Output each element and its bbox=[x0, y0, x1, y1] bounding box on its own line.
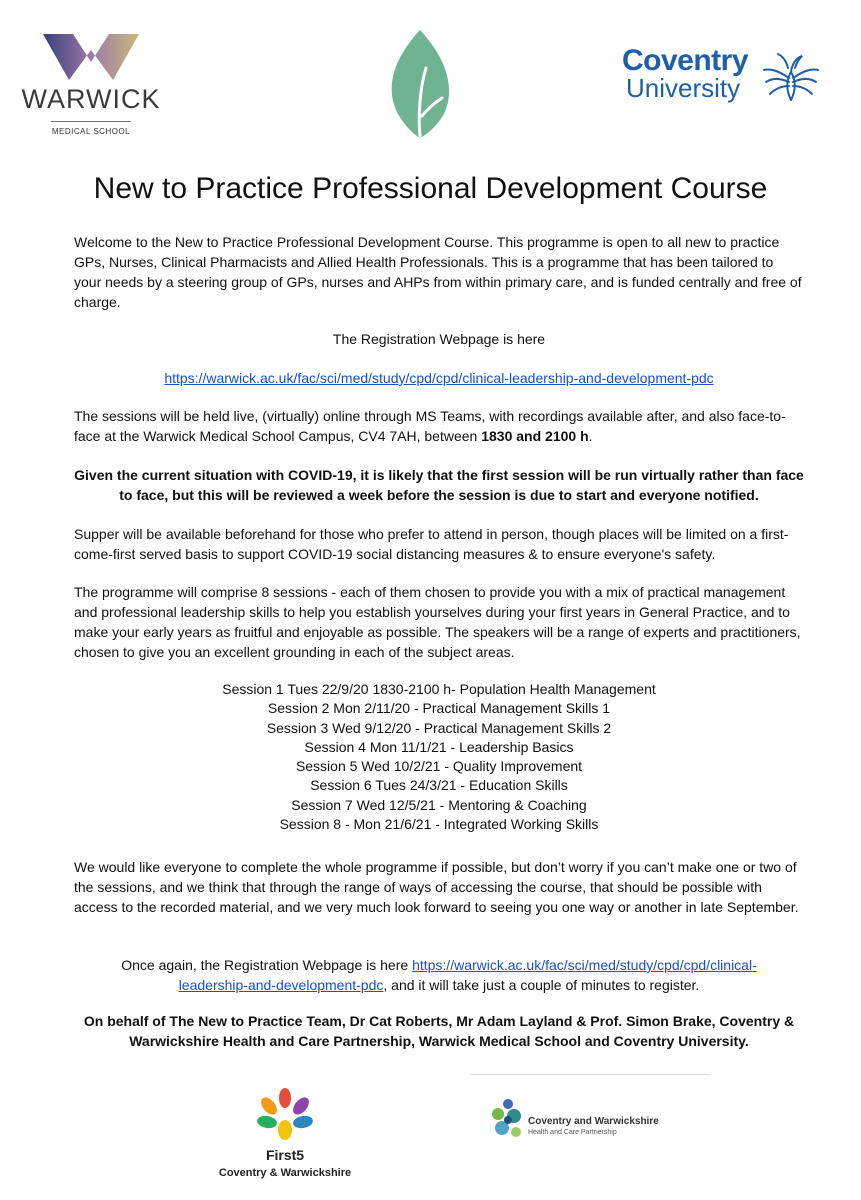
programme-paragraph: The programme will comprise 8 sessions - each of them chosen to provide you with a mix of practical management and professional leadership skills to help you establish yourselves during your first years in General Practice, and to make your early years as fruitful and enjoyable as possible. The speakers will be a range of experts and practitioners, chosen to give you an excellent grounding in each of the subject areas. bbox=[74, 584, 801, 660]
coventry-wordmark: Coventry bbox=[622, 44, 749, 77]
cw-partnership-logo bbox=[490, 1096, 710, 1146]
once-again-text: Once again, the Registration Webpage is here bbox=[121, 957, 413, 973]
phoenix-icon bbox=[762, 50, 820, 104]
session-list bbox=[74, 680, 804, 834]
sessions-info-text: The sessions will be held live, (virtually) online through MS Teams, with recordings available after, and also face-to-face at the Warwick Medical School Campus, CV4 7AH, between bbox=[74, 408, 786, 444]
university-wordmark: University bbox=[626, 73, 741, 103]
warwick-medical-school-logo bbox=[16, 32, 166, 150]
registration-label: The Registration Webpage is here bbox=[332, 331, 546, 347]
once-again-paragraph bbox=[74, 955, 804, 995]
footer-divider bbox=[470, 1074, 710, 1075]
list-item: Session 2 Mon 2/11/20 - Practical Management Skills 1 bbox=[267, 700, 611, 717]
completion-paragraph: We would like everyone to complete the whole programme if possible, but don’t worry if you can’t make one or two of the sessions, and we think that through the range of ways of accessing the course, that should be possible with access to the recorded material, and we very much look forward to seeing you one way or another in late September. bbox=[74, 859, 799, 915]
first5-subtitle: Coventry & Warwickshire bbox=[218, 1167, 352, 1179]
coventry-university-logo bbox=[622, 46, 822, 106]
page-title: New to Practice Professional Development Course bbox=[93, 172, 768, 205]
dots-cluster-icon bbox=[490, 1096, 526, 1142]
warwick-divider bbox=[51, 121, 131, 122]
warwick-wordmark: WARWICK bbox=[21, 84, 161, 114]
leaf-logo bbox=[384, 28, 456, 140]
list-item: Session 8 - Mon 21/6/21 - Integrated Working Skills bbox=[279, 816, 599, 833]
warwick-subtitle: MEDICAL SCHOOL bbox=[51, 127, 131, 136]
covid-notice: Given the current situation with COVID-19, it is likely that the first session will be run virtually rather than face to face, but this will be reviewed a week before the session is due to start and everyone notified. bbox=[74, 467, 804, 503]
leaf-icon bbox=[384, 28, 456, 140]
sessions-info-paragraph bbox=[74, 406, 804, 446]
list-item: Session 6 Tues 24/3/21 - Education Skills bbox=[310, 777, 568, 794]
list-item: Session 4 Mon 11/1/21 - Leadership Basics bbox=[304, 738, 574, 755]
supper-paragraph: Supper will be available beforehand for those who prefer to attend in person, though places will be limited on a first-come-first served basis to support COVID-19 social distancing measures & to ensure everyone's safety. bbox=[74, 526, 789, 562]
registration-link-line bbox=[74, 368, 804, 388]
cw-name: Coventry and Warwickshire bbox=[528, 1116, 659, 1127]
session-time: 1830 and 2100 h bbox=[481, 428, 589, 444]
registration-link[interactable]: https://warwick.ac.uk/fac/sci/med/study/cpd/cpd/clinical-leadership-and-development-pdc bbox=[164, 370, 714, 386]
hands-icon bbox=[255, 1088, 315, 1142]
list-item: Session 5 Wed 10/2/21 - Quality Improvement bbox=[295, 758, 583, 775]
warwick-w-icon bbox=[43, 32, 139, 82]
first5-logo bbox=[210, 1088, 360, 1188]
list-item: Session 7 Wed 12/5/21 - Mentoring & Coaching bbox=[291, 796, 587, 813]
once-again-end: , and it will take just a couple of minutes to register. bbox=[383, 977, 700, 993]
intro-paragraph: Welcome to the New to Practice Professional Development Course. This programme is open to all new to practice GPs, Nurses, Clinical Pharmacists and Allied Health Professionals. This is a programme that has been tailored to your needs by a steering group of GPs, nurses and AHPs from within primary care, and is funded centrally and free of charge. bbox=[74, 234, 802, 310]
signoff: On behalf of The New to Practice Team, Dr Cat Roberts, Mr Adam Layland & Prof. Simon Brake, Coventry & Warwickshire Health and Care Partnership, Warwick Medical School and Coventry University. bbox=[83, 1013, 795, 1049]
first5-name: First5 bbox=[265, 1147, 305, 1163]
registration-link-2[interactable]: https://warwick.ac.uk/fac/sci/med/study/cpd/cpd/clinical-leadership-and-development-pdc bbox=[178, 957, 757, 993]
list-item: Session 1 Tues 22/9/20 1830-2100 h- Population Health Management bbox=[222, 681, 656, 697]
list-item: Session 3 Wed 9/12/20 - Practical Management Skills 2 bbox=[266, 719, 612, 736]
cw-subtitle: Health and Care Partnership bbox=[528, 1129, 617, 1136]
sessions-info-end: . bbox=[588, 428, 593, 444]
